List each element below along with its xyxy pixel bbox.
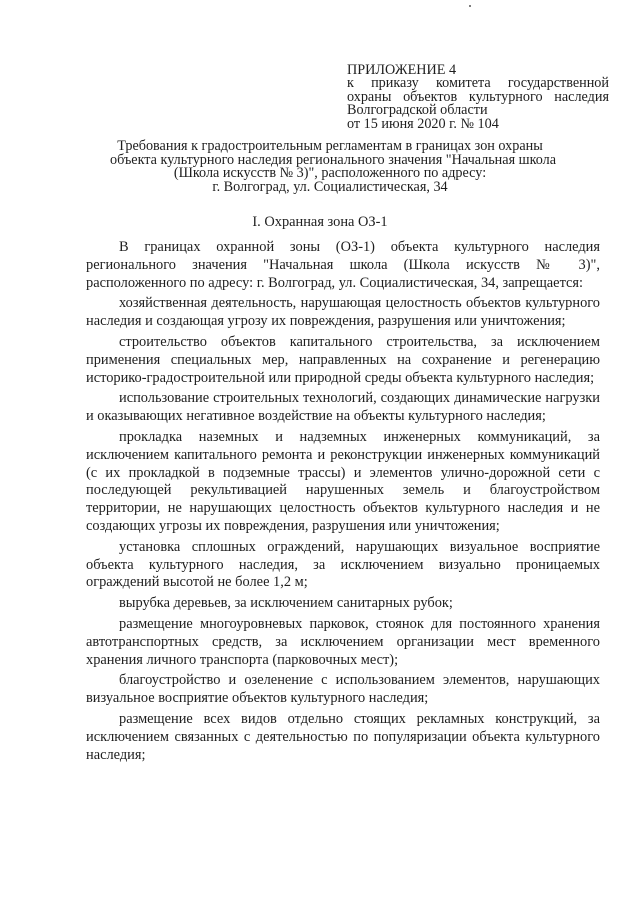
- appendix-region-line: Волгоградской области: [347, 102, 488, 119]
- document-title: [110, 138, 557, 195]
- restriction-item: прокладка наземных и надземных инженерных коммуникаций, за исключением капитального ремонта и реконструкции инженерных коммуникаций (с их прокладкой в подземные трассы) и элементов улично-дорожной сети с последующей рекультивацией нарушенных земель и благоустройством территории, не нарушающих целостность объектов культурного наследия и не создающих угрозы их повреждения, разрушения или уничтожения;: [86, 428, 600, 534]
- appendix-committee-line: охраны объектов культурного наследия: [347, 88, 609, 105]
- section-heading: I. Охранная зона ОЗ-1: [252, 214, 388, 230]
- appendix-order-line: к приказу комитета государственной: [347, 75, 609, 92]
- appendix-number: ПРИЛОЖЕНИЕ 4: [347, 62, 457, 78]
- restriction-item: строительство объектов капитального строительства, за исключением применения специальных мер, направленных на сохранение и регенерацию историко-градостроительной или природной среды объекта культурного наследия;: [86, 333, 600, 386]
- scan-speck: [469, 5, 471, 7]
- restriction-item: хозяйственная деятельность, нарушающая целостность объектов культурного наследия и создающая угрозу их повреждения, разрушения или уничтожения;: [86, 295, 600, 330]
- title-line-4: г. Волгоград, ул. Социалистическая, 34: [212, 178, 448, 195]
- restriction-item: вырубка деревьев, за исключением санитарных рубок;: [119, 595, 453, 612]
- document-body: [86, 239, 600, 764]
- title-line-3: (Школа искусств № 3)", расположенного по адресу:: [173, 165, 487, 182]
- restriction-item: благоустройство и озеленение с использованием элементов, нарушающих визуальное восприятие объектов культурного наследия;: [86, 672, 600, 707]
- intro-paragraph: В границах охранной зоны (ОЗ-1) объекта культурного наследия регионального значения "Начальная школа (Школа искусств № 3)", расположенного по адресу: г. Волгоград, ул. Социалистическая, 34, запрещается:: [86, 239, 600, 291]
- title-line-1: Требования к градостроительным регламентам в границах зон охраны: [117, 138, 543, 154]
- title-line-2: объекта культурного наследия регионального значения "Начальная школа: [110, 151, 557, 168]
- restriction-item: установка сплошных ограждений, нарушающих визуальное восприятие объекта культурного наследия, за исключением визуально проницаемых ограждений высотой не более 1,2 м;: [86, 538, 600, 591]
- restriction-item: использование строительных технологий, создающих динамические нагрузки и оказывающих негативное воздействие на объекты культурного наследия;: [86, 390, 600, 425]
- appendix-header: [347, 64, 609, 131]
- restriction-item: размещение многоуровневых парковок, стоянок для постоянного хранения автотранспортных средств, за исключением организации мест временного хранения личного транспорта (парковочных мест);: [86, 615, 600, 668]
- appendix-date-line: от 15 июня 2020 г. № 104: [347, 115, 499, 132]
- restriction-item: размещение всех видов отдельно стоящих рекламных конструкций, за исключением связанных с деятельностью по популяризации объекта культурного наследия;: [86, 710, 600, 763]
